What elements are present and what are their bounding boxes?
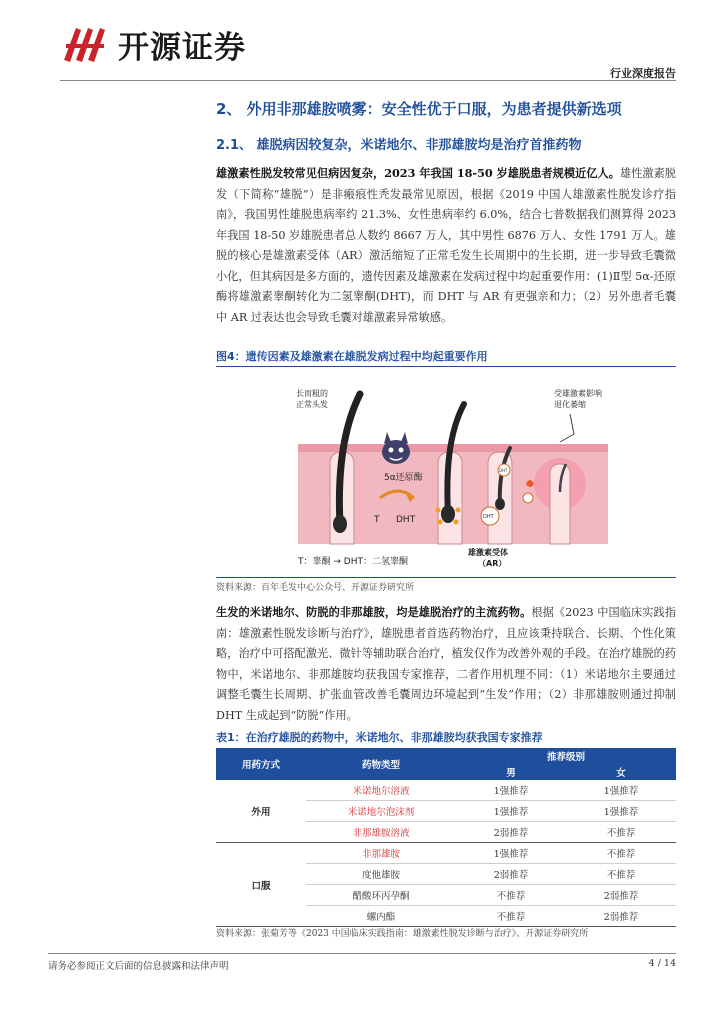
label-enzyme: 5α还原酶: [384, 473, 423, 483]
route-cell: 外用: [216, 780, 306, 843]
figure-legend: T：睾酮 → DHT：二氢睾酮: [298, 557, 408, 567]
enzyme-monster-icon: [382, 432, 410, 464]
report-type-label: 行业深度报告: [610, 67, 676, 80]
drug-cell: 度他雄胺: [306, 864, 456, 885]
figure-top-rule: [216, 366, 676, 367]
female-cell: 不推荐: [566, 864, 676, 885]
female-cell: 1强推荐: [566, 780, 676, 801]
label-healthy-hair: 长而粗的 正常头发: [296, 389, 328, 409]
female-cell: 不推荐: [566, 822, 676, 843]
figure-bottom-rule: [216, 577, 676, 578]
route-cell: 口服: [216, 843, 306, 927]
drug-cell: 米诺地尔溶液: [306, 780, 456, 801]
footer-disclaimer: 请务必参阅正文后面的信息披露和法律声明: [48, 961, 229, 972]
male-cell: 不推荐: [456, 885, 566, 906]
drug-cell: 米诺地尔泡沫剂: [306, 801, 456, 822]
paragraph-prevalence: [216, 163, 676, 328]
paragraph-treatment-lead: 生发的米诺地尔、防脱的非那雄胺，均是雄脱治疗的主流药物。: [216, 605, 532, 619]
paragraph-treatment-body: 根据《2023 中国临床实践指南：雄激素性脱发诊断与治疗》，雄脱患者首选药物治疗，且应该秉持联合、长期、个性化策略，治疗中可搭配激光、微针等辅助联合治疗，植发仅作为改善外观的手段。在治疗雄脱的药物中，米诺地尔、非那雄胺均获我国专家推荐，二者作用机理不同：（1）米诺地尔主要通过调整毛囊生长周期、扩张血管改善毛囊周边环境起到“生发”作用；（2）非那雄胺则通过抑制 DHT 生成起到“防脱”作用。: [216, 606, 676, 722]
paragraph-prevalence-lead: 雄激素性脱发较常见但病因复杂，2023 年我国 18-50 岁雄脱患者规模近亿人。: [216, 166, 620, 180]
female-cell: 1强推荐: [566, 801, 676, 822]
female-cell: 2弱推荐: [566, 885, 676, 906]
svg-text:DHT: DHT: [499, 468, 508, 473]
company-logo-icon: [62, 22, 108, 66]
paragraph-prevalence-body: 雄性激素脱发（下简称“雄脱”）是非瘢痕性秃发最常见原因，根据《2019 中国人雄激素性脱发诊疗指南》，我国男性雄脱患病率约 21.3%、女性患病率约 6.0%，结合七普数据我们测算得 2023 年我国 18-50 岁雄脱患者总人数约 8667 万人，其中男性 6876 万人、女性 1791 万人。雄脱的核心是雄激素受体（AR）激活缩短了正常毛发生长周期中的生长期，进一步导致毛囊微小化，但其病因是多方面的，遗传因素及雄激素在发病过程中均起重要作用：(1)Ⅱ型 5α-还原酶将雄激素睾酮转化为二氢睾酮(DHT)，而 DHT 与 AR 有更强亲和力；（2）另外患者毛囊中 AR 过表达也会导致毛囊对雄激素异常敏感。: [216, 167, 676, 324]
table-title: 表1：在治疗雄脱的药物中，米诺地尔、非那雄胺均获我国专家推荐: [216, 731, 543, 744]
hair-loss-mechanism-illustration: [288, 374, 624, 574]
recommendation-table: [216, 748, 676, 927]
header-divider: [60, 80, 676, 81]
figure-title: 图4：遗传因素及雄激素在雄脱发病过程中均起重要作用: [216, 350, 488, 363]
header-route: 用药方式: [216, 748, 306, 780]
drug-cell: 非那雄胺: [306, 843, 456, 864]
page-number: 4 / 14: [648, 958, 676, 969]
section-heading: 2、 外用非那雄胺喷雾：安全性优于口服，为患者提供新选项: [216, 100, 622, 118]
paragraph-treatment: [216, 602, 676, 726]
male-cell: 不推荐: [456, 906, 566, 927]
male-cell: 1强推荐: [456, 801, 566, 822]
male-cell: 2弱推荐: [456, 822, 566, 843]
drug-cell: 非那雄胺溶液: [306, 822, 456, 843]
drug-cell: 螺内酯: [306, 906, 456, 927]
label-testosterone: T: [374, 515, 380, 525]
female-cell: 不推荐: [566, 843, 676, 864]
company-name: 开源证券: [118, 30, 246, 66]
male-cell: 1强推荐: [456, 843, 566, 864]
header-female: 女: [566, 764, 676, 780]
male-cell: 1强推荐: [456, 780, 566, 801]
subsection-heading: 2.1、 雄脱病因较复杂，米诺地尔、非那雄胺均是治疗首推药物: [216, 138, 582, 153]
label-receptor-abbr: （AR）: [478, 559, 507, 568]
drug-cell: 醋酸环丙孕酮: [306, 885, 456, 906]
header-drug: 药物类型: [306, 748, 456, 780]
footer-divider: [48, 953, 676, 954]
header-male: 男: [456, 764, 566, 780]
table-row: [216, 843, 676, 864]
female-cell: 2弱推荐: [566, 906, 676, 927]
figure-source: 资料来源：百年毛发中心公众号、开源证券研究所: [216, 583, 415, 593]
label-dht: DHT: [396, 515, 416, 525]
header-level: 推荐级别: [456, 748, 676, 764]
table-row: [216, 780, 676, 801]
table-source: 资料来源：张菊芳等《2023 中国临床实践指南：雄激素性脱发诊断与治疗》、开源证券研究所: [216, 929, 589, 939]
svg-text:DHT: DHT: [483, 514, 494, 520]
label-affected: 受雄激素影响 退化萎缩: [554, 389, 602, 409]
label-receptor: 雄激素受体: [468, 548, 508, 557]
male-cell: 2弱推荐: [456, 864, 566, 885]
